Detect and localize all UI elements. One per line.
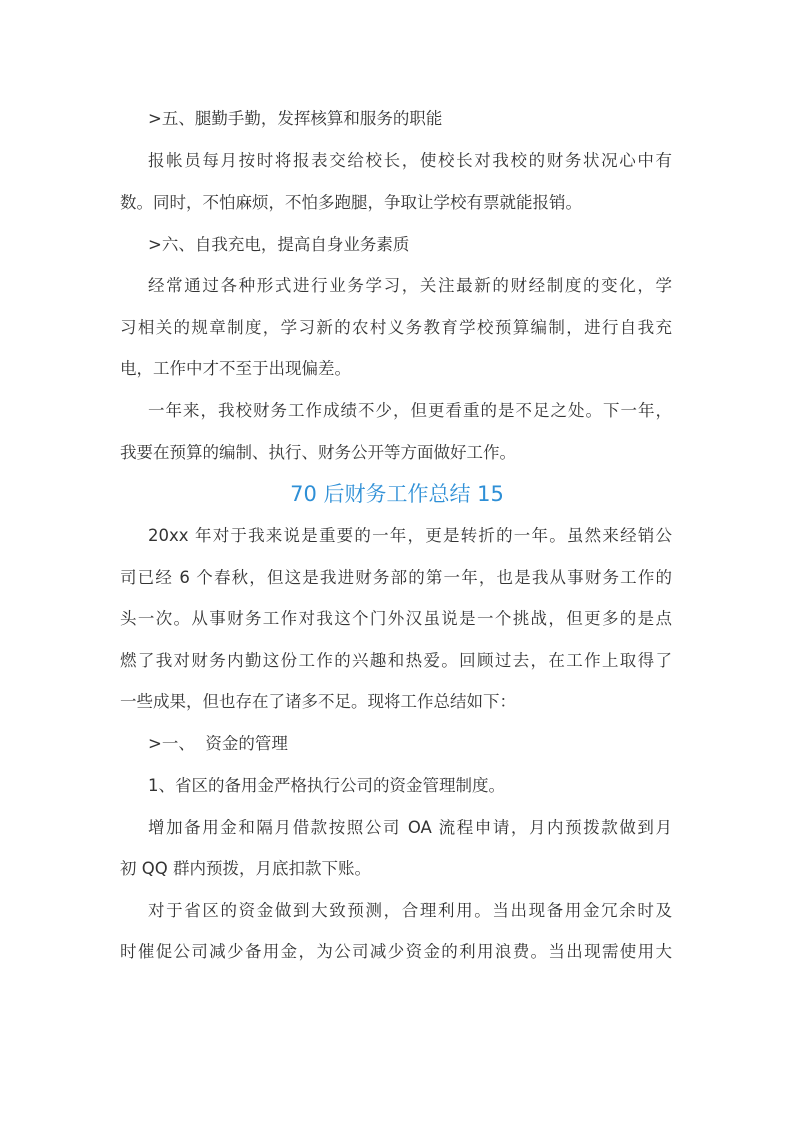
closing-para-line-1: 一年来，我校财务工作成绩不少，但更看重的是不足之处。下一年，	[148, 401, 672, 420]
intro-para-line-2: 司已经 6 个春秋，但这是我进财务部的第一年，也是我从事财务工作的	[120, 568, 672, 587]
section5-heading: >五、腿勤手勤，发挥核算和服务的职能	[148, 109, 443, 128]
section5-para-line-2: 数。同时，不怕麻烦，不怕多跑腿，争取让学校有票就能报销。	[120, 193, 582, 212]
item1-para-line-2: 初 QQ 群内预拨，月底扣款下账。	[120, 859, 371, 878]
intro-para-line-3: 头一次。从事财务工作对我这个门外汉虽说是一个挑战，但更多的是点	[120, 609, 672, 628]
section6-para-line-2: 习相关的规章制度，学习新的农村义务教育学校预算编制，进行自我充	[120, 318, 672, 337]
intro-para-line-5: 一些成果，但也存在了诸多不足。现将工作总结如下：	[120, 692, 516, 711]
section-title: 70 后财务工作总结 15	[290, 482, 504, 506]
intro-para-line-1: 20xx 年对于我来说是重要的一年，更是转折的一年。虽然来经销公	[148, 526, 672, 545]
intro-para-line-4: 燃了我对财务内勤这份工作的兴趣和热爱。回顾过去，在工作上取得了	[120, 651, 672, 670]
section1-heading: >一、 资金的管理	[148, 734, 288, 753]
item1-text: 1、省区的备用金严格执行公司的资金管理制度。	[148, 776, 505, 795]
fund-para-line-2: 时催促公司减少备用金，为公司减少资金的利用浪费。当出现需使用大	[120, 942, 672, 961]
section5-para-line-1: 报帐员每月按时将报表交给校长，使校长对我校的财务状况心中有	[148, 151, 672, 170]
section6-heading: >六、自我充电，提高自身业务素质	[148, 235, 410, 254]
section6-para-line-3: 电，工作中才不至于出现偏差。	[120, 359, 351, 378]
item1-para-line-1: 增加备用金和隔月借款按照公司 OA 流程申请，月内预拨款做到月	[148, 818, 672, 837]
section6-para-line-1: 经常通过各种形式进行业务学习，关注最新的财经制度的变化，学	[148, 276, 672, 295]
closing-para-line-2: 我要在预算的编制、执行、财务公开等方面做好工作。	[120, 443, 516, 462]
fund-para-line-1: 对于省区的资金做到大致预测，合理利用。当出现备用金冗余时及	[148, 901, 672, 920]
